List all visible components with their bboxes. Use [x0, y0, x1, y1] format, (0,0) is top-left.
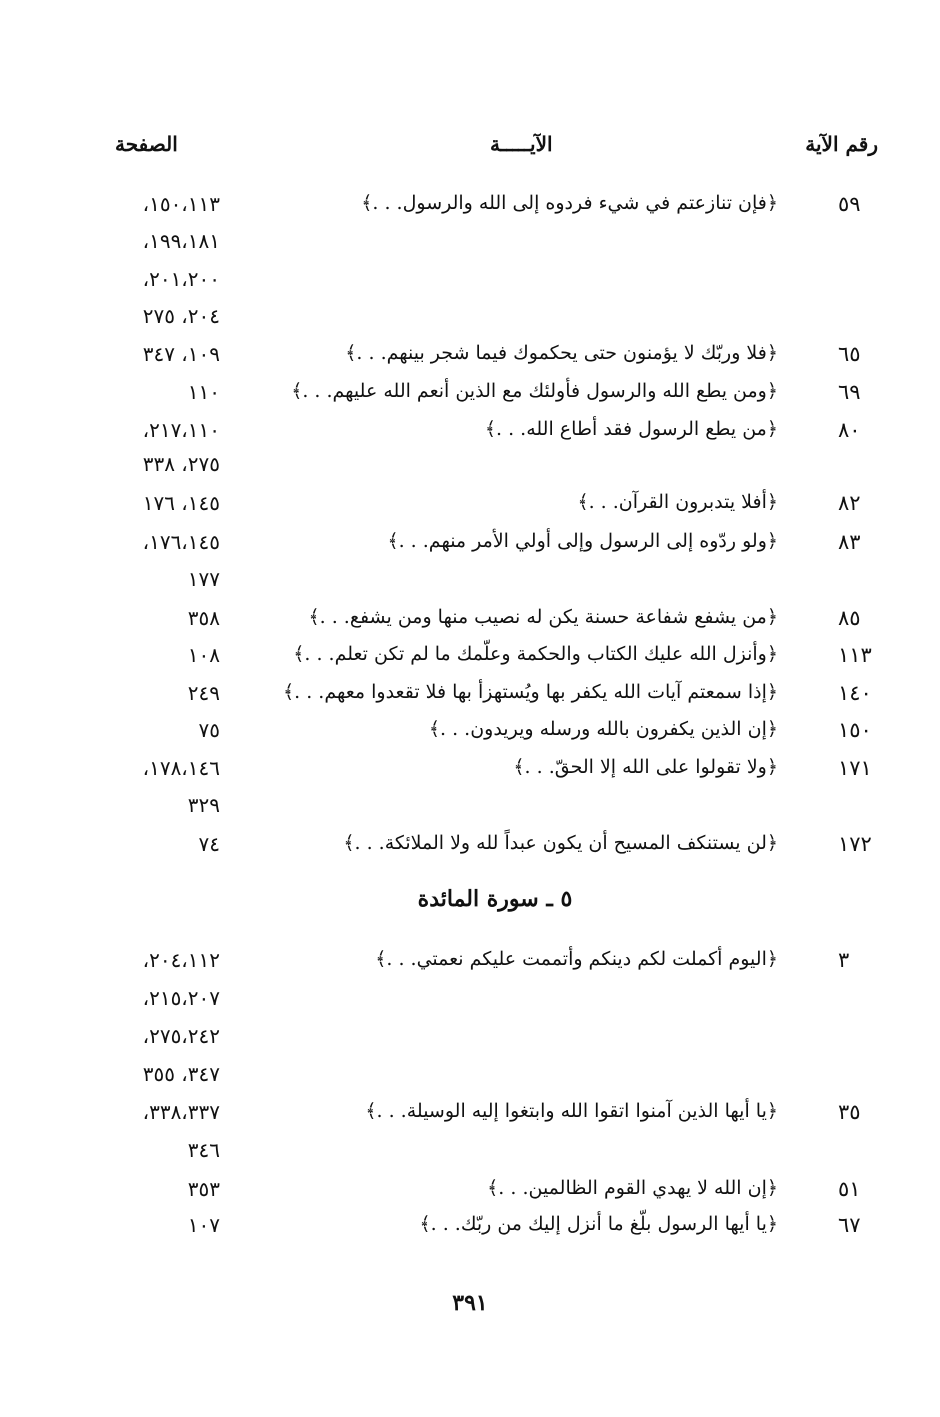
verse-number: ٥١: [838, 1177, 861, 1201]
verse-text: ﴿إن الذين يكفرون بالله ورسله ويريدون. . .﴾: [428, 718, 778, 740]
page-refs: ٢١٥،٢٠٧،: [142, 986, 220, 1010]
table-row: [0, 1177, 940, 1209]
verse-text: ﴿فإن تنازعتم في شيء فردوه إلى الله والرسول. . .﴾: [361, 192, 778, 214]
verse-number: ٨٢: [838, 491, 861, 515]
table-row: [0, 681, 940, 713]
surah-heading: ٥ ـ سورة المائدة: [417, 886, 573, 912]
page-refs: ٣٤٦: [187, 1138, 220, 1162]
table-row: [0, 643, 940, 675]
table-row: [0, 606, 940, 638]
table-row: [0, 267, 940, 299]
verse-number: ١٤٠: [838, 681, 872, 705]
page-refs: ٢١٧،١١٠،: [142, 418, 220, 442]
verse-text: ﴿إذا سمعتم آيات الله يكفر بها ويُستهزأ بها فلا تقعدوا معهم. . .﴾: [283, 681, 778, 703]
table-row: [0, 756, 940, 788]
page-refs: ٢٠١،٢٠٠،: [142, 267, 220, 291]
page-refs: ١٠٩، ٣٤٧: [142, 342, 220, 366]
page-refs: ٢٠٤،١١٢،: [142, 948, 220, 972]
page-header: الصفحة: [115, 132, 178, 156]
verse-text: ﴿لن يستنكف المسيح أن يكون عبداً لله ولا الملائكة. . .﴾: [343, 832, 778, 854]
table-row: [0, 793, 940, 825]
table-row: [0, 832, 940, 864]
verse-text: ﴿من يطع الرسول فقد أطاع الله. . .﴾: [484, 418, 778, 440]
page-refs: ١٧٧: [187, 567, 220, 591]
table-row: [0, 192, 940, 224]
table-row: [0, 530, 940, 562]
page-refs: ٧٥: [198, 718, 220, 742]
table-row: [0, 986, 940, 1018]
table-row: [0, 452, 940, 484]
table-row: [0, 567, 940, 599]
table-row: [0, 1138, 940, 1170]
page-refs: ١٠٧: [187, 1213, 220, 1237]
verse-text: ﴿إن الله لا يهدي القوم الظالمين. . .﴾: [487, 1177, 778, 1199]
page-refs: ١٧٨،١٤٦،: [142, 756, 220, 780]
page-number: ٣٩١: [452, 1290, 488, 1316]
verse-text: ﴿وأنزل الله عليك الكتاب والحكمة وعلّمك ما لم تكن تعلم. . .﴾: [293, 643, 778, 665]
page-refs: ٢٤٩: [187, 681, 220, 705]
verse-text: ﴿اليوم أكملت لكم دينكم وأتممت عليكم نعمتي. . .﴾: [375, 948, 778, 970]
verse-number-header: رقم الآية: [805, 132, 878, 156]
table-row: [0, 418, 940, 450]
verse-text: ﴿يا أيها الذين آمنوا اتقوا الله وابتغوا إليه الوسيلة. . .﴾: [365, 1100, 778, 1122]
verse-number: ٨٥: [838, 606, 861, 630]
table-row: [0, 304, 940, 336]
verse-number: ٨٣: [838, 530, 861, 554]
page-refs: ٣٥٨: [187, 606, 220, 630]
verse-text: ﴿فلا وربّك لا يؤمنون حتى يحكموك فيما شجر بينهم. . .﴾: [345, 342, 778, 364]
verse-text: ﴿يا أيها الرسول بلّغ ما أنزل إليك من ربّك. . .﴾: [419, 1213, 778, 1235]
page-refs: ١٠٨: [187, 643, 220, 667]
page-refs: ٣٥٣: [187, 1177, 220, 1201]
verse-number: ٣: [838, 948, 850, 972]
verse-number: ١٧٢: [838, 832, 872, 856]
table-row: [0, 229, 940, 261]
page-refs: ٢٧٥، ٣٣٨: [142, 452, 220, 476]
table-row: [0, 491, 940, 523]
table-row: [0, 342, 940, 374]
page-refs: ٣٤٧، ٣٥٥: [142, 1062, 220, 1086]
verse-text: ﴿ولا تقولوا على الله إلا الحقّ. . .﴾: [513, 756, 778, 778]
table-row: [0, 718, 940, 750]
page-refs: ٢٧٥،٢٤٢،: [142, 1024, 220, 1048]
verse-number: ٦٧: [838, 1213, 861, 1237]
page-refs: ١٥٠،١١٣،: [142, 192, 220, 216]
verse-header: الآيـــــة: [490, 132, 553, 156]
page-refs: ١٧٦،١٤٥،: [142, 530, 220, 554]
page-refs: ٧٤: [198, 832, 220, 856]
verse-number: ٥٩: [838, 192, 861, 216]
verse-text: ﴿من يشفع شفاعة حسنة يكن له نصيب منها ومن يشفع. . .﴾: [308, 606, 778, 628]
verse-number: ١٥٠: [838, 718, 872, 742]
page-refs: ١١٠: [187, 380, 220, 404]
table-row: [0, 1062, 940, 1094]
page-refs: ٣٢٩: [187, 793, 220, 817]
page-refs: ١٤٥، ١٧٦: [142, 491, 220, 515]
table-row: [0, 380, 940, 412]
table-row: [0, 1024, 940, 1056]
page-refs: ٣٣٨،٣٣٧،: [142, 1100, 220, 1124]
table-row: [0, 948, 940, 980]
verse-number: ١٧١: [838, 756, 872, 780]
verse-text: ﴿ولو ردّوه إلى الرسول وإلى أولي الأمر منهم. . .﴾: [387, 530, 778, 552]
verse-number: ٦٩: [838, 380, 861, 404]
page-refs: ١٩٩،١٨١،: [142, 229, 220, 253]
verse-text: ﴿أفلا يتدبرون القرآن. . .﴾: [577, 491, 778, 513]
verse-number: ٨٠: [838, 418, 861, 442]
verse-number: ٦٥: [838, 342, 861, 366]
verse-number: ١١٣: [838, 643, 872, 667]
verse-number: ٣٥: [838, 1100, 861, 1124]
verse-text: ﴿ومن يطع الله والرسول فأولئك مع الذين أنعم الله عليهم. . .﴾: [291, 380, 778, 402]
table-row: [0, 1213, 940, 1245]
page-refs: ٢٠٤، ٢٧٥: [142, 304, 220, 328]
table-row: [0, 1100, 940, 1132]
